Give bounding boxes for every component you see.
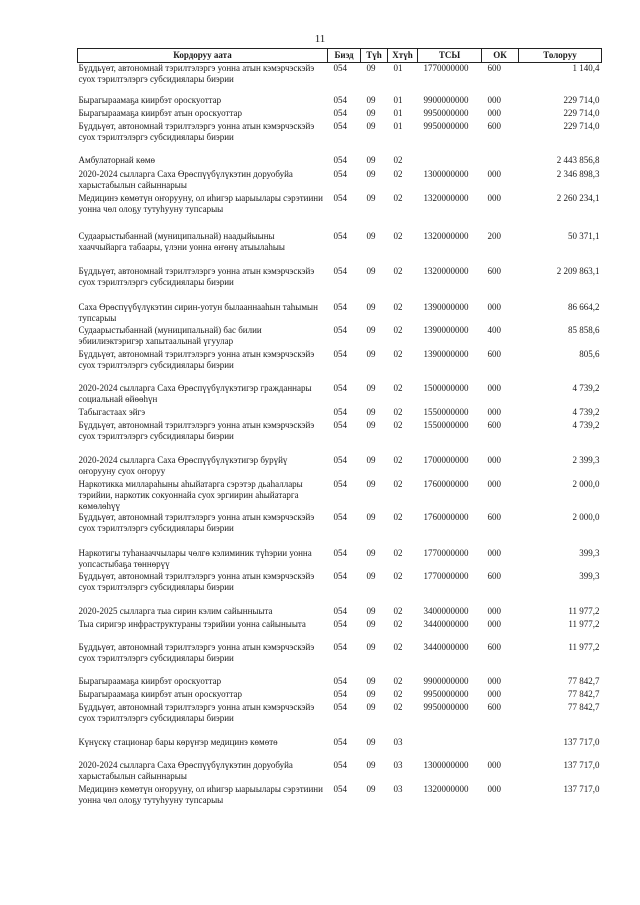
row-tuh: 09: [366, 406, 376, 417]
row-xtuh: 02: [393, 230, 403, 241]
row-tsy: 9950000000: [423, 688, 469, 699]
row-name: Күнүскү стационар бары көрүҥэр медицинэ көмөтө: [78, 736, 278, 747]
table-row: [78, 231, 602, 266]
row-tuh: 09: [366, 265, 376, 276]
row-amount: 229 714,0: [563, 120, 600, 131]
row-name: Бүддьүөт, автономнай тэрилтэлэргэ уонна атын кэмэрчэскэйэ суох тэрилтэлэргэ субсидиялары биэрии: [78, 265, 315, 287]
row-ok: 600: [487, 348, 501, 359]
table-row: [78, 571, 602, 606]
row-tsy: 1300000000: [423, 759, 469, 770]
row-ok: 000: [487, 618, 501, 629]
row-ok: 000: [487, 454, 501, 465]
row-name: Бырагыраамаҕа киирбэт ороскуоттар: [78, 94, 222, 105]
row-tsy: 1550000000: [423, 406, 469, 417]
row-ok: [482, 737, 519, 760]
row-tuh: 09: [366, 154, 376, 165]
row-tuh: 09: [366, 324, 376, 335]
table-row: [78, 63, 602, 95]
row-ok: 000: [487, 301, 501, 312]
row-ok: 600: [487, 641, 501, 652]
row-bied: 054: [333, 192, 347, 203]
row-bied: 054: [333, 120, 347, 131]
row-bied: 054: [333, 230, 347, 241]
row-bied: 054: [333, 348, 347, 359]
row-bied: 054: [333, 641, 347, 652]
header-bied: Биэд: [328, 49, 361, 63]
row-xtuh: 02: [393, 382, 403, 393]
row-ok: 600: [487, 63, 501, 73]
row-tsy: 1390000000: [423, 348, 469, 359]
header-ok: ОК: [482, 49, 519, 63]
row-tsy: 1320000000: [423, 265, 469, 276]
row-xtuh: 02: [393, 605, 403, 616]
row-xtuh: 03: [393, 759, 403, 770]
row-ok: 600: [487, 511, 501, 522]
row-bied: 054: [333, 382, 347, 393]
table-body: [78, 63, 602, 806]
row-amount: 77 842,7: [568, 675, 600, 686]
row-tsy: 1770000000: [423, 570, 469, 581]
table-row: [78, 676, 602, 689]
row-tsy: 1760000000: [423, 478, 469, 489]
row-tsy: [418, 155, 482, 169]
row-amount: 50 371,1: [568, 230, 600, 241]
row-tuh: 09: [366, 570, 376, 581]
header-xtuh: Хтүһ: [388, 49, 418, 63]
row-name: Наркотигы туһанааччылары чөлгө кэлиминик түһэрии уонна уопсастыбаҕа төннөрүү: [78, 547, 312, 569]
row-bied: 054: [333, 675, 347, 686]
row-tsy: 9950000000: [423, 120, 469, 131]
table-header-row: [78, 49, 602, 63]
row-bied: 054: [333, 107, 347, 118]
row-amount: 2 209 863,1: [556, 265, 600, 276]
row-tuh: 09: [366, 688, 376, 699]
row-amount: 2 000,0: [572, 478, 600, 489]
row-xtuh: 02: [393, 478, 403, 489]
row-amount: 1 140,4: [572, 63, 600, 73]
row-tuh: 09: [366, 605, 376, 616]
row-xtuh: 02: [393, 348, 403, 359]
row-xtuh: 03: [393, 736, 403, 747]
row-xtuh: 02: [393, 511, 403, 522]
row-xtuh: 02: [393, 454, 403, 465]
table-row: [78, 784, 602, 806]
row-name: Бырагыраамаҕа киирбэт ороскуоттар: [78, 675, 222, 686]
row-xtuh: 02: [393, 688, 403, 699]
row-xtuh: 03: [393, 783, 403, 794]
row-tuh: 09: [366, 419, 376, 430]
table-row: [78, 302, 602, 325]
row-bied: 054: [333, 324, 347, 335]
row-name: Медицинэ көмөтүн оҥорууну, ол иһигэр ыарыылары сэрэтиини уонна чөл олоҕу тутуһууну тупсарыы: [78, 192, 323, 214]
row-xtuh: 02: [393, 641, 403, 652]
row-name: Бүддьүөт, автономнай тэрилтэлэргэ уонна атын кэмэрчэскэйэ суох тэрилтэлэргэ субсидиялары биэрии: [78, 348, 315, 370]
table-row: [78, 169, 602, 193]
row-name: Бүддьүөт, автономнай тэрилтэлэргэ уонна атын кэмэрчэскэйэ суох тэрилтэлэргэ субсидиялары биэрии: [78, 570, 315, 592]
table-row: [78, 325, 602, 349]
row-name: Табыгастаах эйгэ: [78, 406, 146, 417]
row-xtuh: 02: [393, 675, 403, 686]
row-amount: 2 000,0: [572, 511, 600, 522]
row-tsy: 1300000000: [423, 168, 469, 179]
row-name: 2020-2024 сылларга Саха Өрөспүүбүлүкэтигэр гражданнары социальнай өйөөһүн: [78, 382, 312, 404]
table-row: [78, 512, 602, 548]
table-row: [78, 349, 602, 383]
table-row: [78, 407, 602, 420]
row-tuh: 09: [366, 454, 376, 465]
row-tsy: 3440000000: [423, 618, 469, 629]
row-tuh: 09: [366, 736, 376, 747]
row-tsy: 3400000000: [423, 605, 469, 616]
row-amount: 77 842,7: [568, 701, 600, 712]
row-tuh: 09: [366, 120, 376, 131]
row-xtuh: 02: [393, 265, 403, 276]
row-tsy: 1770000000: [423, 63, 469, 73]
row-ok: [482, 155, 519, 169]
row-tsy: 1550000000: [423, 419, 469, 430]
row-bied: 054: [333, 570, 347, 581]
table-row: [78, 266, 602, 302]
row-bied: 054: [333, 265, 347, 276]
table-header: [78, 49, 602, 63]
table-row: [78, 737, 602, 760]
row-ok: 000: [487, 406, 501, 417]
row-tuh: 09: [366, 759, 376, 770]
row-tuh: 09: [366, 348, 376, 359]
row-amount: 399,3: [579, 570, 600, 581]
row-tsy: 1390000000: [423, 301, 469, 312]
row-amount: 229 714,0: [563, 94, 600, 105]
row-amount: 4 739,2: [572, 419, 600, 430]
row-ok: 000: [487, 675, 501, 686]
row-tuh: 09: [366, 478, 376, 489]
table-row: [78, 155, 602, 169]
row-xtuh: 02: [393, 618, 403, 629]
row-name: Бүддьүөт, автономнай тэрилтэлэргэ уонна атын кэмэрчэскэйэ суох тэрилтэлэргэ субсидиялары биэрии: [78, 63, 315, 84]
row-ok: 600: [487, 701, 501, 712]
row-bied: 054: [333, 618, 347, 629]
row-amount: 86 664,2: [568, 301, 600, 312]
row-bied: 054: [333, 511, 347, 522]
row-name: Бырагыраамаҕа киирбэт атын ороскуоттар: [78, 688, 242, 699]
table-row: [78, 760, 602, 784]
row-tuh: 09: [366, 63, 376, 73]
row-name: Бүддьүөт, автономнай тэрилтэлэргэ уонна атын кэмэрчэскэйэ суох тэрилтэлэргэ субсидиялары биэрии: [78, 120, 315, 142]
table-row: [78, 606, 602, 619]
row-ok: 400: [487, 324, 501, 335]
row-xtuh: 01: [393, 120, 403, 131]
row-xtuh: 02: [393, 419, 403, 430]
row-name: Бүддьүөт, автономнай тэрилтэлэргэ уонна атын кэмэрчэскэйэ суох тэрилтэлэргэ субсидиялары биэрии: [78, 419, 315, 441]
row-ok: 200: [487, 230, 501, 241]
row-tuh: 09: [366, 547, 376, 558]
row-amount: 85 858,6: [568, 324, 600, 335]
row-bied: 054: [333, 154, 347, 165]
row-amount: 137 717,0: [563, 759, 600, 770]
row-tuh: 09: [366, 192, 376, 203]
row-amount: 11 977,2: [568, 605, 600, 616]
row-tsy: 1390000000: [423, 324, 469, 335]
row-amount: 2 443 856,8: [556, 154, 600, 165]
table-row: [78, 689, 602, 702]
row-tuh: 09: [366, 511, 376, 522]
row-xtuh: 01: [393, 63, 403, 73]
row-bied: 054: [333, 454, 347, 465]
row-ok: 600: [487, 419, 501, 430]
row-name: 2020-2025 сылларга тыа сирин кэлим сайынныыта: [78, 605, 273, 616]
row-bied: 054: [333, 94, 347, 105]
row-ok: 000: [487, 94, 501, 105]
row-amount: 11 977,2: [568, 618, 600, 629]
row-amount: 4 739,2: [572, 406, 600, 417]
row-tsy: 1500000000: [423, 382, 469, 393]
row-ok: 000: [487, 192, 501, 203]
row-tuh: 09: [366, 107, 376, 118]
row-name: Наркотикка миллараһыны аһыйатарга сэрэтэр дьаһаллары тэрийии, наркотик сокуоннайа суох эргиирин аһыйатарга көмөлөһүү: [78, 478, 303, 511]
row-amount: 11 977,2: [568, 641, 600, 652]
row-ok: 600: [487, 265, 501, 276]
row-tsy: 1320000000: [423, 783, 469, 794]
table-row: [78, 108, 602, 121]
row-name: 2020-2024 сылларга Саха Өрөспүүбүлүкэтин доруобуйа харыстабылын сайыннарыы: [78, 168, 293, 190]
header-tuh: Түһ: [361, 49, 388, 63]
row-amount: 805,6: [579, 348, 600, 359]
row-name: Судаарыстыбаннай (муниципальнай) бас билии эбиилиэктэригэр хапытаалынай үгуулар: [78, 324, 262, 346]
row-bied: 054: [333, 168, 347, 179]
row-amount: 137 717,0: [563, 783, 600, 794]
row-tuh: 09: [366, 641, 376, 652]
row-xtuh: 02: [393, 154, 403, 165]
row-ok: 000: [487, 759, 501, 770]
row-bied: 054: [333, 688, 347, 699]
row-tsy: 1760000000: [423, 511, 469, 522]
row-bied: 054: [333, 547, 347, 558]
row-amount: 2 346 898,3: [556, 168, 600, 179]
row-name: Саха Өрөспүүбүлүкэтин сирин-уотун былааннааһын таһымын тупсарыы: [78, 301, 318, 323]
row-xtuh: 01: [393, 94, 403, 105]
row-tsy: 9950000000: [423, 701, 469, 712]
row-tsy: 9900000000: [423, 94, 469, 105]
row-tsy: 1700000000: [423, 454, 469, 465]
row-name: Судаарыстыбаннай (муниципальнай) наадыйыыны хааччыйарга табаары, үлэни уонна өҥөнү атыылаһыы: [78, 230, 285, 252]
row-amount: 137 717,0: [563, 736, 600, 747]
table-row: [78, 642, 602, 676]
row-name: Бүддьүөт, автономнай тэрилтэлэргэ уонна атын кэмэрчэскэйэ суох тэрилтэлэргэ субсидиялары биэрии: [78, 641, 315, 663]
table-row: [78, 383, 602, 407]
row-tsy: 1320000000: [423, 192, 469, 203]
row-name: Бүддьүөт, автономнай тэрилтэлэргэ уонна атын кэмэрчэскэйэ суох тэрилтэлэргэ субсидиялары биэрии: [78, 701, 315, 723]
row-name: Тыа сиригэр инфраструктураны тэрийии уонна сайыныыта: [78, 618, 306, 629]
table-row: [78, 95, 602, 108]
row-amount: 2 260 234,1: [556, 192, 600, 203]
row-ok: 000: [487, 605, 501, 616]
row-tuh: 09: [366, 675, 376, 686]
row-bied: 054: [333, 759, 347, 770]
row-xtuh: 02: [393, 547, 403, 558]
header-tsy: ТСЫ: [418, 49, 482, 63]
row-xtuh: 02: [393, 192, 403, 203]
row-bied: 054: [333, 63, 347, 73]
row-xtuh: 01: [393, 107, 403, 118]
table-row: [78, 455, 602, 479]
row-amount: 399,3: [579, 547, 600, 558]
row-ok: 000: [487, 168, 501, 179]
row-name: 2020-2024 сылларга Саха Өрөспүүбүлүкэтин доруобуйа харыстабылын сайыннарыы: [78, 759, 293, 781]
row-bied: 054: [333, 783, 347, 794]
table-row: [78, 548, 602, 571]
row-tsy: 9950000000: [423, 107, 469, 118]
row-tsy: 3440000000: [423, 641, 469, 652]
row-tsy: [418, 737, 482, 760]
row-tuh: 09: [366, 618, 376, 629]
row-ok: 000: [487, 478, 501, 489]
table-row: [78, 479, 602, 512]
row-name: 2020-2024 сылларга Саха Өрөспүүбүлүкэтигэр бурүйү оҥорууну суох оҥоруу: [78, 454, 288, 476]
row-ok: 000: [487, 547, 501, 558]
row-bied: 054: [333, 605, 347, 616]
row-tuh: 09: [366, 382, 376, 393]
row-bied: 054: [333, 478, 347, 489]
row-amount: 2 399,3: [572, 454, 600, 465]
row-ok: 600: [487, 570, 501, 581]
row-xtuh: 02: [393, 324, 403, 335]
row-xtuh: 02: [393, 301, 403, 312]
row-name: Бырагыраамаҕа киирбэт атын ороскуоттар: [78, 107, 242, 118]
row-ok: 000: [487, 107, 501, 118]
table-row: [78, 702, 602, 737]
row-tsy: 1770000000: [423, 547, 469, 558]
row-bied: 054: [333, 419, 347, 430]
row-bied: 054: [333, 301, 347, 312]
row-tuh: 09: [366, 301, 376, 312]
row-tsy: 1320000000: [423, 230, 469, 241]
row-ok: 000: [487, 382, 501, 393]
table-row: [78, 121, 602, 155]
row-ok: 000: [487, 783, 501, 794]
row-xtuh: 02: [393, 168, 403, 179]
row-bied: 054: [333, 736, 347, 747]
row-name: Амбулаторнай көмө: [78, 154, 156, 165]
row-name: Бүддьүөт, автономнай тэрилтэлэргэ уонна атын кэмэрчэскэйэ суох тэрилтэлэргэ субсидиялары биэрии: [78, 511, 315, 533]
row-tuh: 09: [366, 783, 376, 794]
row-xtuh: 02: [393, 570, 403, 581]
row-tuh: 09: [366, 701, 376, 712]
budget-table: [77, 48, 602, 806]
row-tsy: 9900000000: [423, 675, 469, 686]
row-ok: 000: [487, 688, 501, 699]
table-row: [78, 193, 602, 231]
row-amount: 77 842,7: [568, 688, 600, 699]
row-amount: 4 739,2: [572, 382, 600, 393]
header-amount: Толоруу: [519, 49, 602, 63]
row-bied: 054: [333, 701, 347, 712]
row-amount: 229 714,0: [563, 107, 600, 118]
row-bied: 054: [333, 406, 347, 417]
row-xtuh: 02: [393, 406, 403, 417]
table-row: [78, 619, 602, 642]
row-ok: 600: [487, 120, 501, 131]
table-row: [78, 420, 602, 455]
row-tuh: 09: [366, 230, 376, 241]
row-name: Медицинэ көмөтүн оҥорууну, ол иһигэр ыарыылары сэрэтиини уонна чөл олоҕу тутуһууну тупсарыы: [78, 783, 323, 805]
row-tuh: 09: [366, 94, 376, 105]
row-tuh: 09: [366, 168, 376, 179]
row-xtuh: 02: [393, 701, 403, 712]
header-name: Кордоруу аата: [78, 49, 328, 63]
page-number: 11: [314, 33, 326, 45]
